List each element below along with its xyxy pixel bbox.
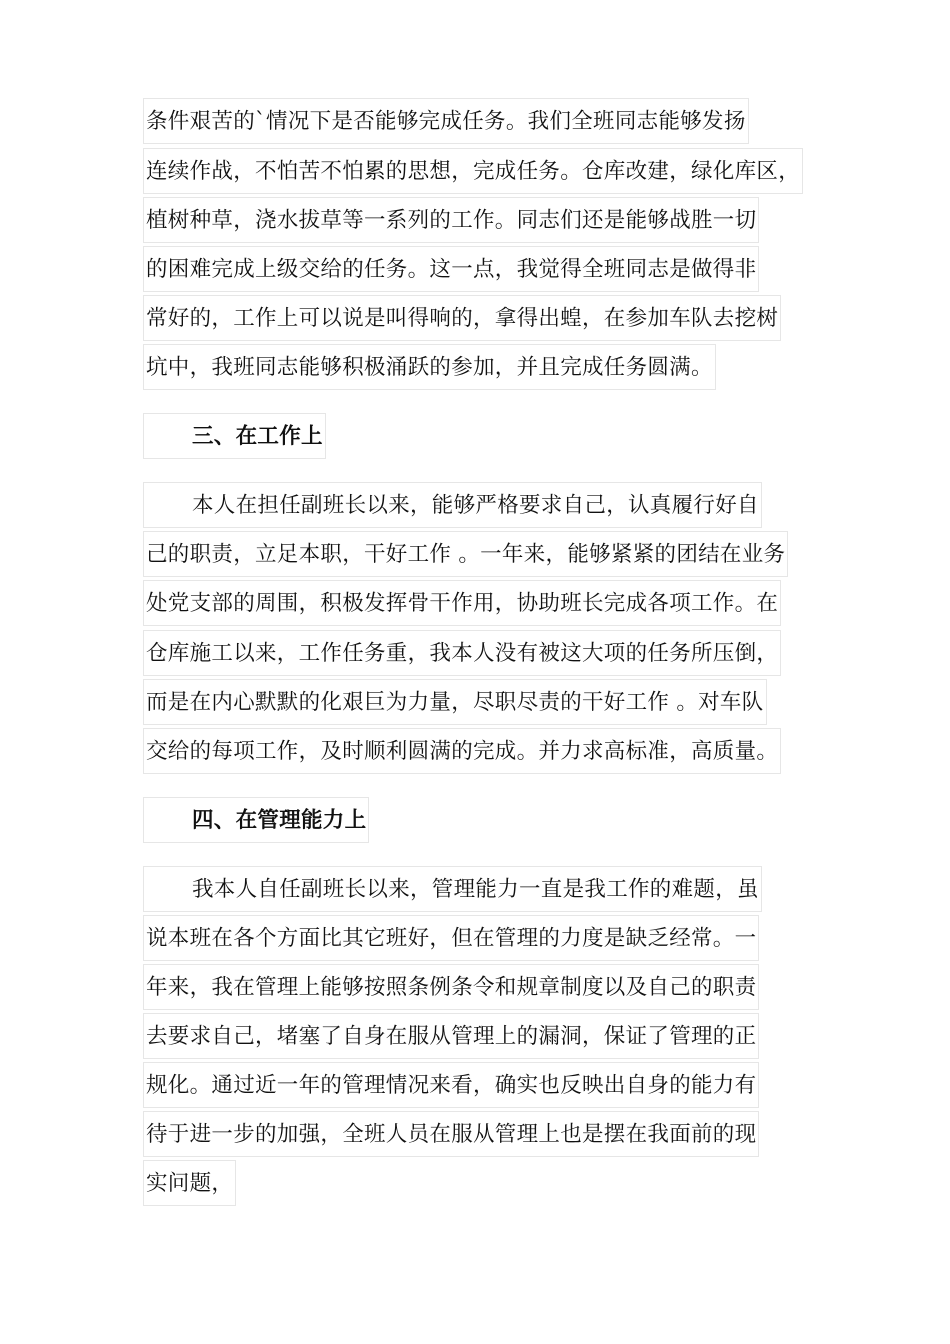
paragraph-line: 条件艰苦的`情况下是否能够完成任务。我们全班同志能够发扬 [143, 98, 749, 144]
paragraph-line: 常好的，工作上可以说是叫得响的，拿得出蝗，在参加车队去挖树 [143, 295, 781, 341]
section-heading: 三、在工作上 [143, 413, 326, 459]
paragraph-line: 己的职责，立足本职，干好工作 。一年来，能够紧紧的团结在业务 [143, 531, 788, 577]
paragraph-line: 说本班在各个方面比其它班好，但在管理的力度是缺乏经常。一 [143, 915, 759, 961]
paragraph-line: 实问题， [143, 1160, 236, 1206]
paragraph-line: 而是在内心默默的化艰巨为力量，尽职尽责的干好工作 。对车队 [143, 679, 767, 725]
paragraph-line: 去要求自己，堵塞了自身在服从管理上的漏洞，保证了管理的正 [143, 1013, 759, 1059]
paragraph-line: 本人在担任副班长以来，能够严格要求自己，认真履行好自 [143, 482, 762, 528]
paragraph-line: 仓库施工以来，工作任务重，我本人没有被这大项的任务所压倒， [143, 630, 781, 676]
paragraph-line: 处党支部的周围，积极发挥骨干作用，协助班长完成各项工作。在 [143, 580, 781, 626]
paragraph-line: 待于进一步的加强，全班人员在服从管理上也是摆在我面前的现 [143, 1111, 759, 1157]
paragraph-line: 交给的每项工作，及时顺利圆满的完成。并力求高标准，高质量。 [143, 728, 781, 774]
paragraph-line: 的困难完成上级交给的任务。这一点，我觉得全班同志是做得非 [143, 246, 759, 292]
paragraph-line: 年来，我在管理上能够按照条例条令和规章制度以及自己的职责 [143, 964, 759, 1010]
section-heading: 四、在管理能力上 [143, 797, 369, 843]
paragraph-line: 连续作战，不怕苦不怕累的思想，完成任务。仓库改建，绿化库区， [143, 148, 803, 194]
paragraph-line: 植树种草，浇水拔草等一系列的工作。同志们还是能够战胜一切 [143, 197, 759, 243]
paragraph-line: 我本人自任副班长以来，管理能力一直是我工作的难题，虽 [143, 866, 762, 912]
paragraph-line: 规化。通过近一年的管理情况来看，确实也反映出自身的能力有 [143, 1062, 759, 1108]
paragraph-line: 坑中，我班同志能够积极涌跃的参加，并且完成任务圆满。 [143, 344, 716, 390]
